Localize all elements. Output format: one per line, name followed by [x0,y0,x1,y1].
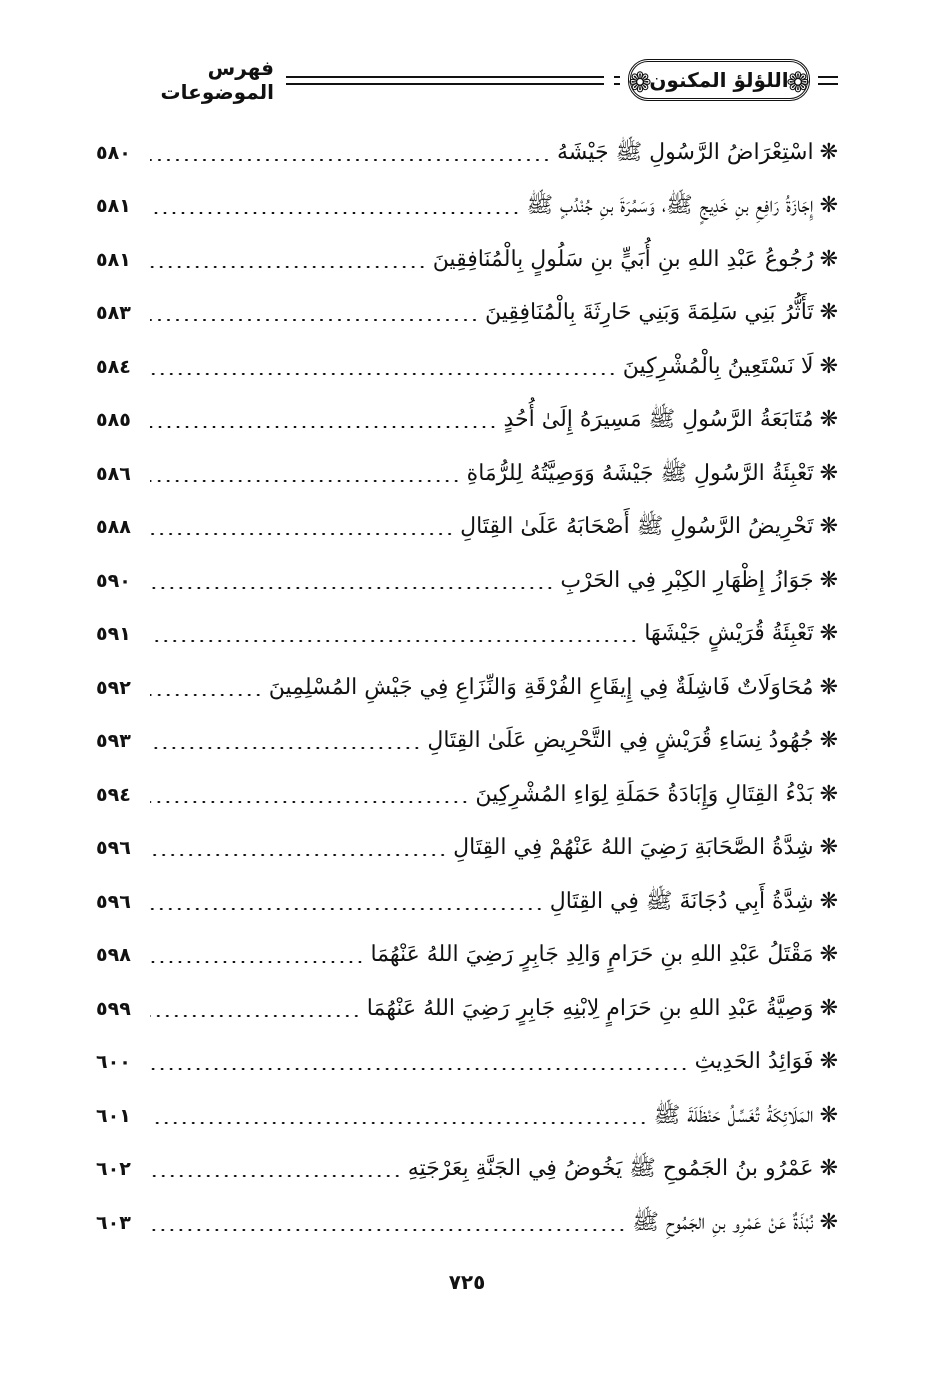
dot-leader [150,426,498,428]
toc-entry-title: تَعْبِئَةُ قُرَيْشٍ جَيْشَهَا [644,621,814,647]
bullet-asterisk-icon: ❋ [819,781,838,807]
dot-leader [150,1175,402,1177]
toc-entry [96,1196,838,1250]
toc-entry-title: عَمْرُو بنُ الجَمُوحِ ﷺ يَخُوضُ فِي الجَنَّةِ بِعَرْجَتِهِ [407,1156,814,1182]
dot-leader [150,1015,361,1017]
bullet-asterisk-icon: ❋ [819,1156,838,1182]
bullet-asterisk-icon: ❋ [819,139,838,165]
toc-entry-title: تَأَثُّرُ بَنِي سَلِمَةَ وَبَنِي حَارِثَةَ بِالْمُنَافِقِينَ [484,300,814,326]
toc-entry-title: إِجَازَةُ رَافِعِ بنِ خَدِيجٍ ﷺ، وَسَمُرَةَ بنِ جُنْدُبٍ ﷺ [526,193,814,219]
toc-entry-page: ٥٩٨ [96,944,131,967]
bullet-asterisk-icon: ❋ [819,995,838,1021]
bullet-asterisk-icon: ❋ [819,460,838,486]
dot-leader [150,694,263,696]
toc-entry [96,554,838,608]
toc-entry [96,447,838,501]
dot-leader [150,961,364,963]
bullet-asterisk-icon: ❋ [819,728,838,754]
toc-entry-page: ٥٨١ [96,248,131,271]
toc-entry-title: مُتَابَعَةُ الرَّسُولِ ﷺ مَسِيرَهُ إِلَىٰ أُحُدٍ [503,407,814,433]
header-rule [818,76,838,85]
dot-leader [150,1229,626,1231]
dot-leader [150,212,520,214]
running-header [96,50,838,110]
toc-entry [96,233,838,287]
toc-entry-page: ٥٨٦ [96,462,131,485]
toc-entry-title: جُهُودُ نِسَاءِ قُرَيْشٍ فِي التَّحْرِيضِ عَلَىٰ القِتَالِ [427,728,814,754]
toc-entry [96,929,838,983]
toc-entry [96,875,838,929]
toc-entry [96,982,838,1036]
toc-entry-title: مُحَاوَلَاتٌ فَاشِلَةٌ فِي إِيقَاعِ الفُرْقَةِ وَالنِّزَاعِ فِي جَيْشِ المُسْلِمِينَ [268,674,814,700]
bullet-asterisk-icon: ❋ [819,353,838,379]
bullet-asterisk-icon: ❋ [819,193,838,219]
bullet-asterisk-icon: ❋ [819,888,838,914]
dot-leader [150,587,554,589]
toc-entry-page: ٥٨٤ [96,355,131,378]
toc-entry [96,1089,838,1143]
toc-entry-page: ٦٠٣ [96,1211,131,1234]
toc-entry [96,340,838,394]
toc-entry-title: نُبْذَةٌ عَنْ عَمْرِو بنِ الجَمُوحِ ﷺ [632,1209,814,1235]
toc-entry-page: ٥٩٦ [96,890,131,913]
bullet-asterisk-icon: ❋ [819,407,838,433]
toc-entry-page: ٥٩١ [96,623,131,646]
toc-entry-title: جَوَازُ إِظْهَارِ الكِبْرِ فِي الحَرْبِ [560,567,814,593]
toc-entry [96,394,838,448]
bullet-asterisk-icon: ❋ [819,674,838,700]
book-title: اللؤلؤ المكنون [649,68,789,92]
bullet-asterisk-icon: ❋ [819,300,838,326]
header-rule [286,76,604,85]
section-title: فهرس الموضوعات [160,56,274,104]
toc-entry-title: تَعْبِئَةُ الرَّسُولِ ﷺ جَيْشَهُ وَوَصِيَّتُهُ لِلرُّمَاةِ [466,460,814,486]
dot-leader [150,533,454,535]
toc-entry [96,661,838,715]
bullet-asterisk-icon: ❋ [819,1102,838,1128]
dot-leader [150,319,479,321]
toc-entry [96,608,838,662]
toc-entry-page: ٥٩٦ [96,837,131,860]
bullet-asterisk-icon: ❋ [819,246,838,272]
toc-entry-page: ٦٠١ [96,1104,131,1127]
bullet-asterisk-icon: ❋ [819,1049,838,1075]
toc-entry-page: ٦٠٢ [96,1158,131,1181]
toc-entry-page: ٥٨٥ [96,409,131,432]
cartouche-frame [628,59,810,101]
dot-leader [150,908,544,910]
toc-entry [96,1036,838,1090]
toc-entry-page: ٥٩٣ [96,730,131,753]
toc-entry-title: رُجُوعُ عَبْدِ اللهِ بنِ أُبَيٍّ بنِ سَلُولٍ بِالْمُنَافِقِينَ [432,246,814,272]
dot-leader [150,747,421,749]
toc-entry-title: تَحْرِيضُ الرَّسُولِ ﷺ أَصْحَابَهُ عَلَىٰ القِتَالِ [460,514,814,540]
toc-entry [96,822,838,876]
toc-entry-title: فَوَائِدُ الحَدِيثِ [694,1049,814,1075]
toc-entry [96,126,838,180]
toc-entry-title: لَا نَسْتَعِينُ بِالْمُشْرِكِينَ [622,353,814,379]
toc-entry [96,287,838,341]
table-of-contents [96,126,838,1250]
page-number: ٧٢٥ [448,1270,486,1294]
dot-leader [150,373,617,375]
dot-leader [150,640,638,642]
bullet-asterisk-icon: ❋ [819,514,838,540]
toc-entry-title: وَصِيَّةُ عَبْدِ اللهِ بنِ حَرَامٍ لِابْنِهِ جَابِرٍ رَضِيَ اللهُ عَنْهُمَا [366,995,814,1021]
toc-entry-title: المَلَائِكَةُ تُغَسِّلُ حَنْظَلَةَ ﷺ [653,1102,814,1128]
dot-leader [150,480,461,482]
dot-leader [150,801,469,803]
dot-leader [150,1068,689,1070]
toc-entry-page: ٥٩٠ [96,569,131,592]
dot-leader [150,159,551,161]
bullet-asterisk-icon: ❋ [819,942,838,968]
book-title-cartouche [600,59,838,101]
bullet-asterisk-icon: ❋ [819,567,838,593]
toc-entry-page: ٥٩٢ [96,676,131,699]
floral-ornament-icon: ❁ [628,66,652,99]
dot-leader [150,1122,648,1124]
floral-ornament-icon: ❁ [786,66,810,99]
toc-entry-page: ٥٨٠ [96,141,131,164]
toc-entry-page: ٥٨٣ [96,302,131,325]
toc-entry-title: شِدَّةُ الصَّحَابَةِ رَضِيَ اللهُ عَنْهُمْ فِي القِتَالِ [453,835,814,861]
toc-entry [96,768,838,822]
bullet-asterisk-icon: ❋ [819,1209,838,1235]
toc-entry [96,1143,838,1197]
toc-entry-page: ٥٨١ [96,195,131,218]
toc-entry-page: ٦٠٠ [96,1051,131,1074]
dot-leader [150,266,427,268]
toc-entry-title: مَقْتَلُ عَبْدِ اللهِ بنِ حَرَامٍ وَالِدِ جَابِرٍ رَضِيَ اللهُ عَنْهُمَا [370,942,814,968]
bullet-asterisk-icon: ❋ [819,835,838,861]
toc-entry-page: ٥٩٩ [96,997,131,1020]
toc-entry [96,180,838,234]
toc-entry [96,501,838,555]
toc-entry-page: ٥٩٤ [96,783,131,806]
toc-entry-title: شِدَّةُ أَبِي دُجَانَةَ ﷺ فِي القِتَالِ [549,888,814,914]
toc-entry-title: اسْتِعْرَاضُ الرَّسُولِ ﷺ جَيْشَهُ [556,139,814,165]
dot-leader [150,854,447,856]
toc-entry-title: بَدْءُ القِتَالِ وَإِبَادَةُ حَمَلَةِ لِوَاءِ المُشْرِكِينَ [475,781,814,807]
bullet-asterisk-icon: ❋ [819,621,838,647]
toc-entry [96,715,838,769]
toc-entry-page: ٥٨٨ [96,516,131,539]
